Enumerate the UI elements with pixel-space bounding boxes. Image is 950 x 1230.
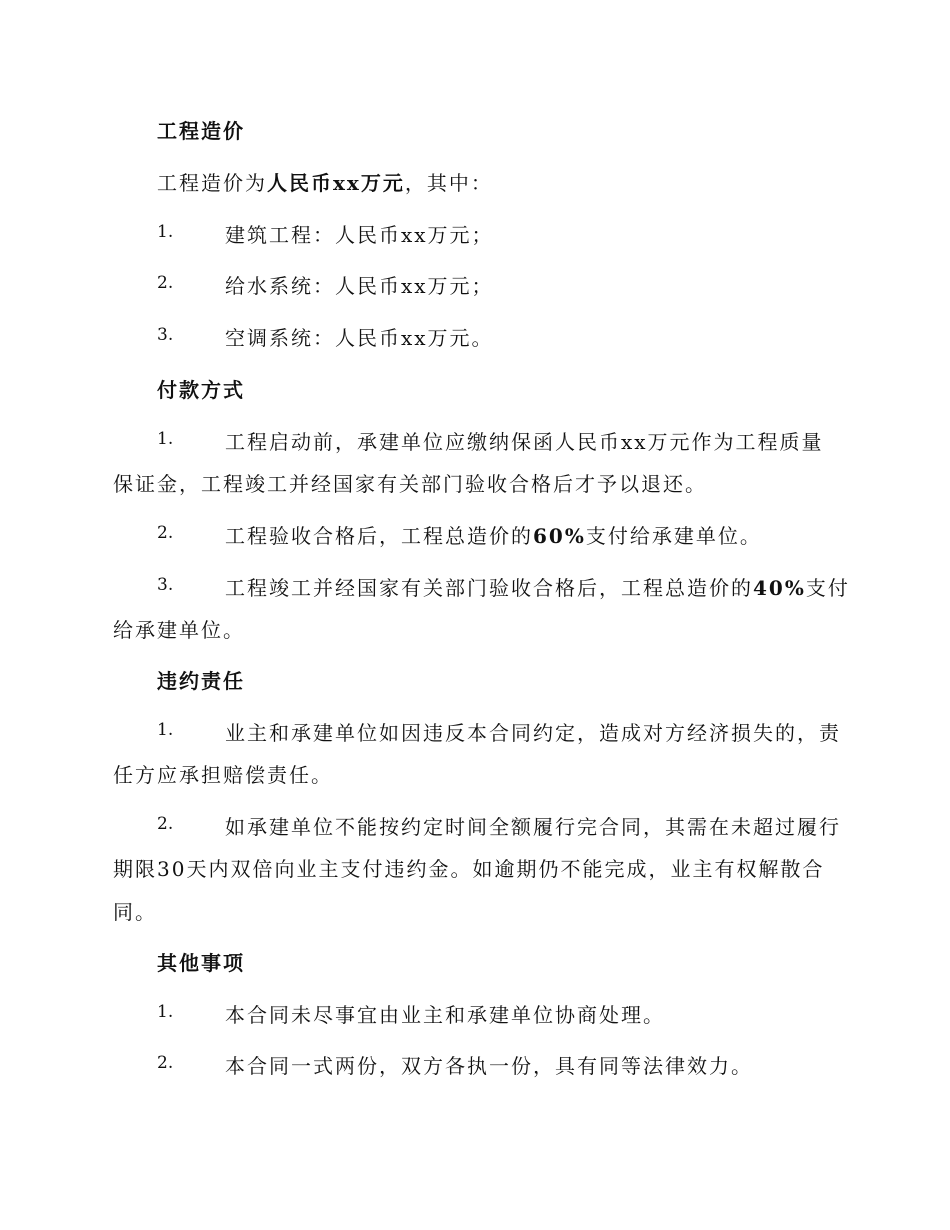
liability-item-continuation: 任方应承担赔偿责任。 — [113, 763, 333, 787]
payment-item-text — [225, 572, 850, 601]
payment-item-continuation: 给承建单位。 — [113, 618, 245, 642]
cost-item-text: 给水系统：人民币xx万元； — [225, 274, 494, 298]
cost-item-text: 建筑工程：人民币xx万元； — [225, 223, 494, 247]
cost-intro — [157, 167, 493, 196]
cost-item-number: 2. — [157, 273, 174, 293]
payment-item-continuation: 保证金，工程竣工并经国家有关部门验收合格后才予以退还。 — [113, 472, 707, 496]
cost-item-text: 空调系统：人民币xx万元。 — [225, 326, 494, 350]
payment-percent: 40% — [753, 576, 806, 600]
payment-text-post: 支付给承建单位。 — [585, 524, 762, 548]
other-item-number: 2. — [157, 1053, 174, 1073]
payment-text-pre: 工程竣工并经国家有关部门验收合格后，工程总造价的 — [225, 576, 753, 600]
section-heading-payment: 付款方式 — [157, 378, 245, 402]
payment-item-text: 工程启动前，承建单位应缴纳保函人民币xx万元作为工程质量 — [225, 430, 824, 454]
liability-item-continuation: 期限30天内双倍向业主支付违约金。如逾期仍不能完成，业主有权解散合 — [113, 857, 825, 881]
cost-intro-post: ，其中： — [404, 171, 493, 195]
payment-item-number: 3. — [157, 575, 174, 595]
section-heading-cost: 工程造价 — [157, 119, 245, 143]
payment-item-text — [225, 520, 762, 549]
payment-item-number: 2. — [157, 523, 174, 543]
cost-item-number: 3. — [157, 325, 174, 345]
liability-item-text: 业主和承建单位如因违反本合同约定，造成对方经济损失的，责 — [225, 721, 841, 745]
other-item-text: 本合同未尽事宜由业主和承建单位协商处理。 — [225, 1003, 665, 1027]
liability-item-number: 1. — [157, 720, 174, 740]
other-item-number: 1. — [157, 1002, 174, 1022]
payment-text-pre: 工程验收合格后，工程总造价的 — [225, 524, 533, 548]
cost-item-number: 1. — [157, 222, 174, 242]
section-heading-liability: 违约责任 — [157, 669, 245, 693]
liability-item-number: 2. — [157, 814, 174, 834]
section-heading-other: 其他事项 — [157, 951, 245, 975]
payment-text-post: 支付 — [805, 576, 850, 600]
payment-percent: 60% — [533, 524, 586, 548]
cost-intro-pre: 工程造价为 — [157, 171, 267, 195]
liability-item-continuation: 同。 — [113, 900, 157, 924]
other-item-text: 本合同一式两份，双方各执一份，具有同等法律效力。 — [225, 1054, 753, 1078]
cost-intro-bold: 人民币xx万元 — [267, 171, 405, 195]
payment-item-number: 1. — [157, 429, 174, 449]
liability-item-text: 如承建单位不能按约定时间全额履行完合同，其需在未超过履行 — [225, 815, 841, 839]
